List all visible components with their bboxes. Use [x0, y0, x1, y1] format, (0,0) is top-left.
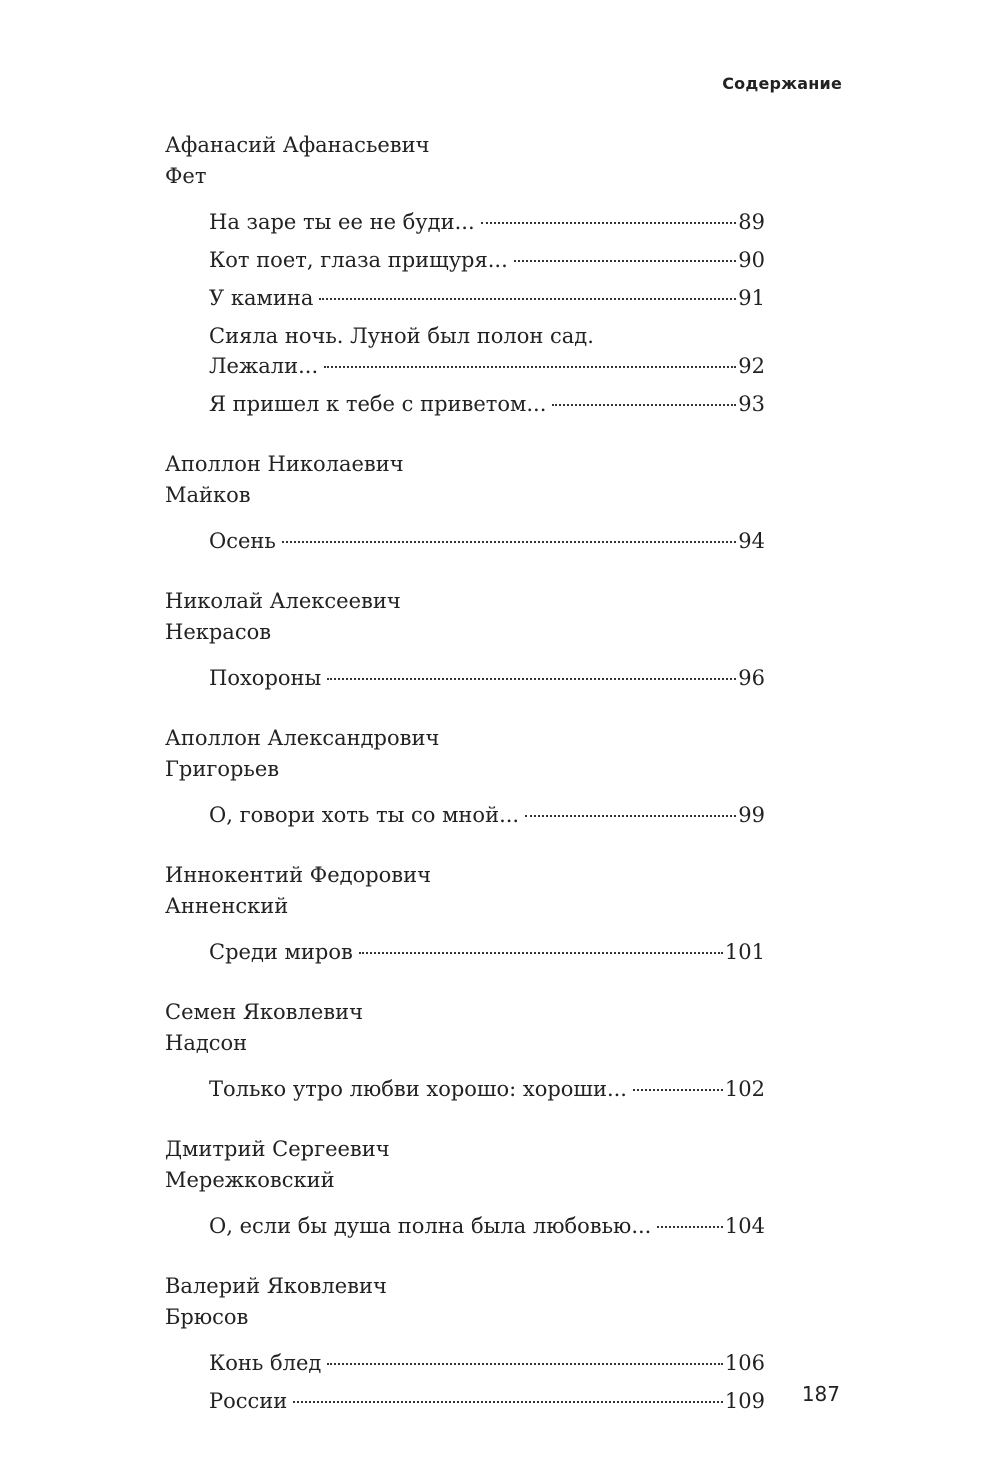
author-first-name: Аполлон Николаевич — [165, 452, 404, 476]
toc-entry-title: России — [209, 1389, 288, 1413]
toc-entry-title: О, говори хоть ты со мной... — [209, 803, 520, 827]
poem-list — [165, 1348, 765, 1416]
toc-entry-page-number: 104 — [724, 1214, 765, 1238]
dot-leader — [514, 260, 736, 262]
author-surname: Мережковский — [165, 1168, 335, 1192]
dot-leader — [324, 366, 736, 368]
author-first-name: Дмитрий Сергеевич — [165, 1137, 390, 1161]
toc-entry-title: Я пришел к тебе с приветом... — [209, 392, 547, 416]
dot-leader — [481, 222, 737, 224]
page-number: 187 — [801, 1382, 840, 1406]
author-surname: Брюсов — [165, 1305, 249, 1329]
toc-entry-page-number: 101 — [724, 940, 765, 964]
dot-leader — [293, 1401, 723, 1403]
toc-entry-title: Осень — [209, 529, 276, 553]
poem-list — [165, 1211, 765, 1241]
toc-entry-line — [209, 937, 765, 967]
toc-entry-line — [209, 1211, 765, 1241]
toc-entry-page-number: 90 — [738, 248, 765, 272]
author-block — [165, 1271, 765, 1416]
toc-entry-title: Конь блед — [209, 1351, 322, 1375]
author-surname: Некрасов — [165, 620, 272, 644]
toc-entry[interactable] — [209, 1074, 765, 1104]
author-first-name: Семен Яковлевич — [165, 1000, 363, 1024]
poem-list — [165, 800, 765, 830]
toc-entry[interactable] — [209, 937, 765, 967]
toc-entry-title: О, если бы душа полна была любовью... — [209, 1214, 652, 1238]
toc-entry-line — [209, 283, 765, 313]
toc-entry[interactable] — [209, 389, 765, 419]
toc-entry-line — [209, 207, 765, 237]
toc-entry-page-number: 94 — [738, 529, 765, 553]
author-block — [165, 130, 765, 419]
dot-leader — [282, 541, 736, 543]
toc-entry-title: У камина — [209, 286, 314, 310]
toc-entry[interactable] — [209, 526, 765, 556]
dot-leader — [633, 1089, 723, 1091]
poem-list — [165, 526, 765, 556]
toc-entry[interactable] — [209, 283, 765, 313]
author-block — [165, 586, 765, 693]
toc-entry-line — [209, 663, 765, 693]
toc-entry[interactable] — [209, 800, 765, 830]
toc-entry-line — [209, 1074, 765, 1104]
author-surname: Надсон — [165, 1031, 248, 1055]
toc-entry-line — [209, 1386, 765, 1416]
author-block — [165, 449, 765, 556]
table-of-contents — [165, 130, 765, 1424]
dot-leader — [525, 815, 736, 817]
toc-entry-title: На заре ты ее не буди... — [209, 210, 475, 234]
toc-entry-title: Кот поет, глаза прищуря... — [209, 248, 508, 272]
toc-entry-page-number: 93 — [738, 392, 765, 416]
author-first-name: Иннокентий Федорович — [165, 863, 432, 887]
author-block — [165, 1134, 765, 1241]
author-surname: Фет — [165, 164, 207, 188]
author-block — [165, 997, 765, 1104]
poem-list — [165, 937, 765, 967]
author-first-name: Николай Алексеевич — [165, 589, 401, 613]
toc-entry-line — [209, 389, 765, 419]
toc-entry-page-number: 106 — [724, 1351, 765, 1375]
dot-leader — [552, 404, 736, 406]
author-block — [165, 723, 765, 830]
toc-entry-page-number: 89 — [738, 210, 765, 234]
toc-entry-title: Лежали... — [209, 354, 319, 378]
toc-entry-page-number: 96 — [738, 666, 765, 690]
toc-entry-page-number: 99 — [738, 803, 765, 827]
running-head-title: Содержание — [722, 74, 842, 93]
toc-entry-line — [209, 245, 765, 275]
toc-entry[interactable] — [209, 1348, 765, 1378]
toc-entry-page-number: 109 — [724, 1389, 765, 1413]
toc-entry-title: Только утро любви хорошо: хороши... — [209, 1077, 627, 1101]
dot-leader — [327, 678, 736, 680]
toc-entry-line — [209, 526, 765, 556]
author-surname: Майков — [165, 483, 251, 507]
dot-leader — [657, 1226, 723, 1228]
author-first-name: Аполлон Александрович — [165, 726, 440, 750]
poem-list — [165, 663, 765, 693]
dot-leader — [319, 298, 736, 300]
toc-entry-title: Среди миров — [209, 940, 353, 964]
poem-list — [165, 207, 765, 419]
author-surname: Анненский — [165, 894, 289, 918]
toc-entry[interactable] — [209, 1211, 765, 1241]
author-first-name: Афанасий Афанасьевич — [165, 133, 430, 157]
toc-entry[interactable] — [209, 1386, 765, 1416]
dot-leader — [327, 1363, 723, 1365]
toc-entry[interactable] — [209, 207, 765, 237]
toc-entry[interactable] — [209, 245, 765, 275]
toc-entry[interactable] — [209, 663, 765, 693]
author-block — [165, 860, 765, 967]
dot-leader — [359, 952, 723, 954]
poem-list — [165, 1074, 765, 1104]
toc-entry-line — [209, 1348, 765, 1378]
toc-entry-line — [209, 800, 765, 830]
toc-entry-line — [209, 351, 765, 381]
author-first-name: Валерий Яковлевич — [165, 1274, 387, 1298]
toc-entry-page-number: 92 — [738, 354, 765, 378]
author-surname: Григорьев — [165, 757, 280, 781]
toc-entry-title-line: Сияла ночь. Луной был полон сад. — [209, 324, 594, 348]
toc-entry-page-number: 102 — [724, 1077, 765, 1101]
toc-entry-page-number: 91 — [738, 286, 765, 310]
toc-entry[interactable] — [209, 321, 765, 381]
toc-entry-title: Похороны — [209, 666, 322, 690]
